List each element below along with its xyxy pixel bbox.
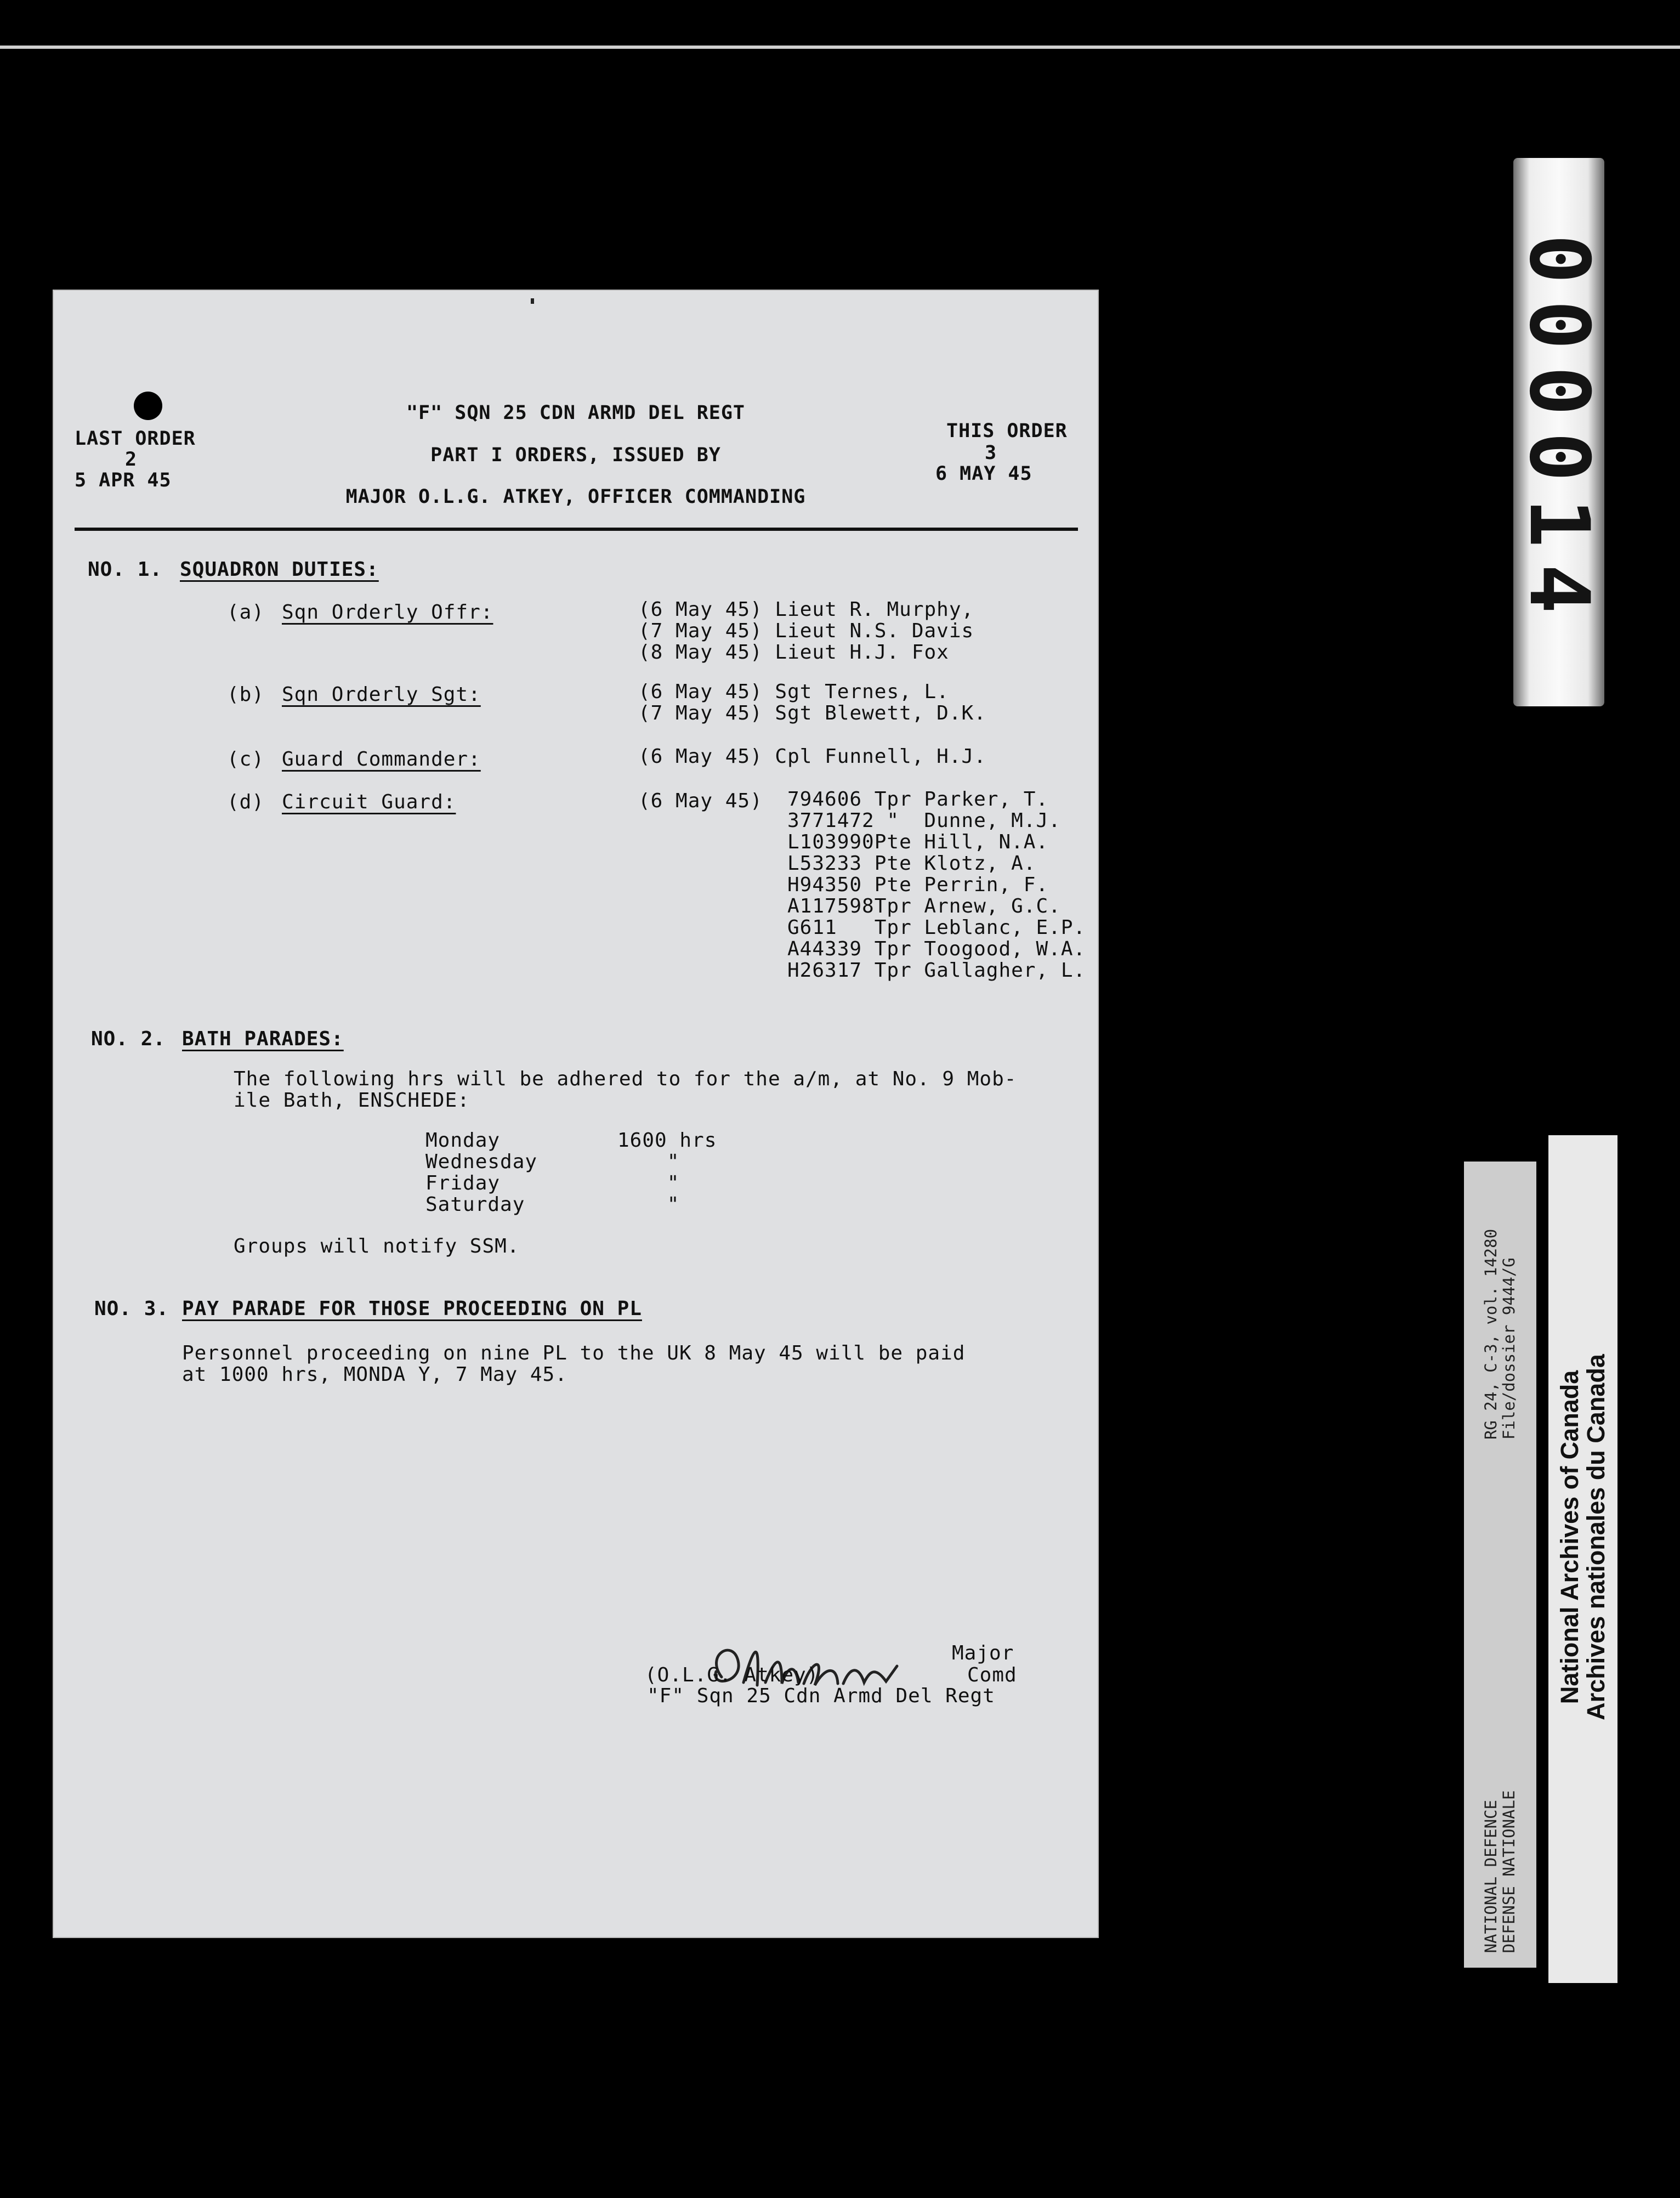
paper-mark xyxy=(531,298,534,304)
duty-d-label: Circuit Guard: xyxy=(282,791,456,813)
document-page xyxy=(53,290,1099,1938)
bath-times: 1600 hrs " " " xyxy=(617,1129,717,1216)
section-1-number: NO. 1. xyxy=(88,558,163,581)
this-order-number: 3 xyxy=(985,442,997,464)
signature-rank: Major xyxy=(952,1642,1014,1664)
duty-c-label: Guard Commander: xyxy=(282,748,481,771)
this-order-label: THIS ORDER xyxy=(946,420,1068,442)
duty-c-entries: (6 May 45) Cpl Funnell, H.J. xyxy=(638,745,986,768)
duty-d-letter: (d) xyxy=(227,791,265,813)
bath-intro: The following hrs will be adhered to for the a/m, at No. 9 Mob- ile Bath, ENSCHEDE: xyxy=(234,1068,1017,1112)
department-name: NATIONAL DEFENCE DEFENSE NATIONALE xyxy=(1482,1790,1518,1953)
part-heading: PART I ORDERS, ISSUED BY xyxy=(430,444,721,466)
last-order-date: 5 APR 45 xyxy=(75,469,172,491)
archive-name-strip xyxy=(1548,1135,1617,1983)
duty-d-roster: 794606 Tpr Parker, T. 3771472 " Dunne, M.J. L103990Pte Hill, N.A. L53233 Pte Klotz, A. H94350 Pte Perrin, F. A117598Tpr Arnew, G.C. G611 Tpr Leblanc, E.P. A44339 Tpr Toogood, W.A. H26317 Tpr Gallagher, L. xyxy=(787,788,1086,982)
bath-note: Groups will notify SSM. xyxy=(234,1235,520,1257)
duty-b-entries: (6 May 45) Sgt Ternes, L. (7 May 45) Sgt Blewett, D.K. xyxy=(638,681,986,724)
archive-name-fr: Archives nationales du Canada xyxy=(1582,1354,1610,1720)
duty-a-entries: (6 May 45) Lieut R. Murphy, (7 May 45) Lieut N.S. Davis (8 May 45) Lieut H.J. Fox xyxy=(638,598,974,664)
archive-reference-strip xyxy=(1464,1162,1536,1968)
section-3-number: NO. 3. xyxy=(94,1298,169,1320)
frame-number-tag xyxy=(1511,158,1607,706)
duty-d-date: (6 May 45) xyxy=(638,790,763,812)
duty-b-label: Sqn Orderly Sgt: xyxy=(282,683,481,706)
signature-name: (O.L.G. Atkey) xyxy=(645,1664,819,1686)
pay-body: Personnel proceeding on nine PL to the UK 8 May 45 will be paid at 1000 hrs, MONDA Y, 7 May 45. xyxy=(182,1342,966,1386)
duty-b-letter: (b) xyxy=(227,683,265,706)
section-2-heading: BATH PARADES: xyxy=(182,1028,344,1050)
signature-role: Comd xyxy=(967,1664,1017,1686)
duty-c-letter: (c) xyxy=(227,748,265,771)
frame-number: 000014 xyxy=(1511,234,1607,630)
section-1-heading: SQUADRON DUTIES: xyxy=(180,558,379,581)
header-rule xyxy=(75,528,1078,531)
this-order-date: 6 MAY 45 xyxy=(935,463,1032,485)
unit-heading: "F" SQN 25 CDN ARMD DEL REGT xyxy=(406,402,745,424)
last-order-number: 2 xyxy=(125,449,138,471)
archive-reference: RG 24, C-3, vol. 14280 File/dossier 9444/G xyxy=(1482,1228,1518,1440)
film-top-rule xyxy=(0,46,1680,49)
commander-heading: MAJOR O.L.G. ATKEY, OFFICER COMMANDING xyxy=(345,486,806,508)
last-order-label: LAST ORDER xyxy=(75,428,196,450)
signature-unit: "F" Sqn 25 Cdn Armd Del Regt xyxy=(647,1685,995,1707)
section-3-heading: PAY PARADE FOR THOSE PROCEEDING ON PL xyxy=(182,1298,642,1320)
bath-days: Monday Wednesday Friday Saturday xyxy=(425,1129,538,1216)
section-2-number: NO. 2. xyxy=(91,1028,166,1050)
duty-a-letter: (a) xyxy=(227,601,265,624)
archive-name-en: National Archives of Canada xyxy=(1556,1370,1583,1704)
duty-a-label: Sqn Orderly Offr: xyxy=(282,601,493,624)
